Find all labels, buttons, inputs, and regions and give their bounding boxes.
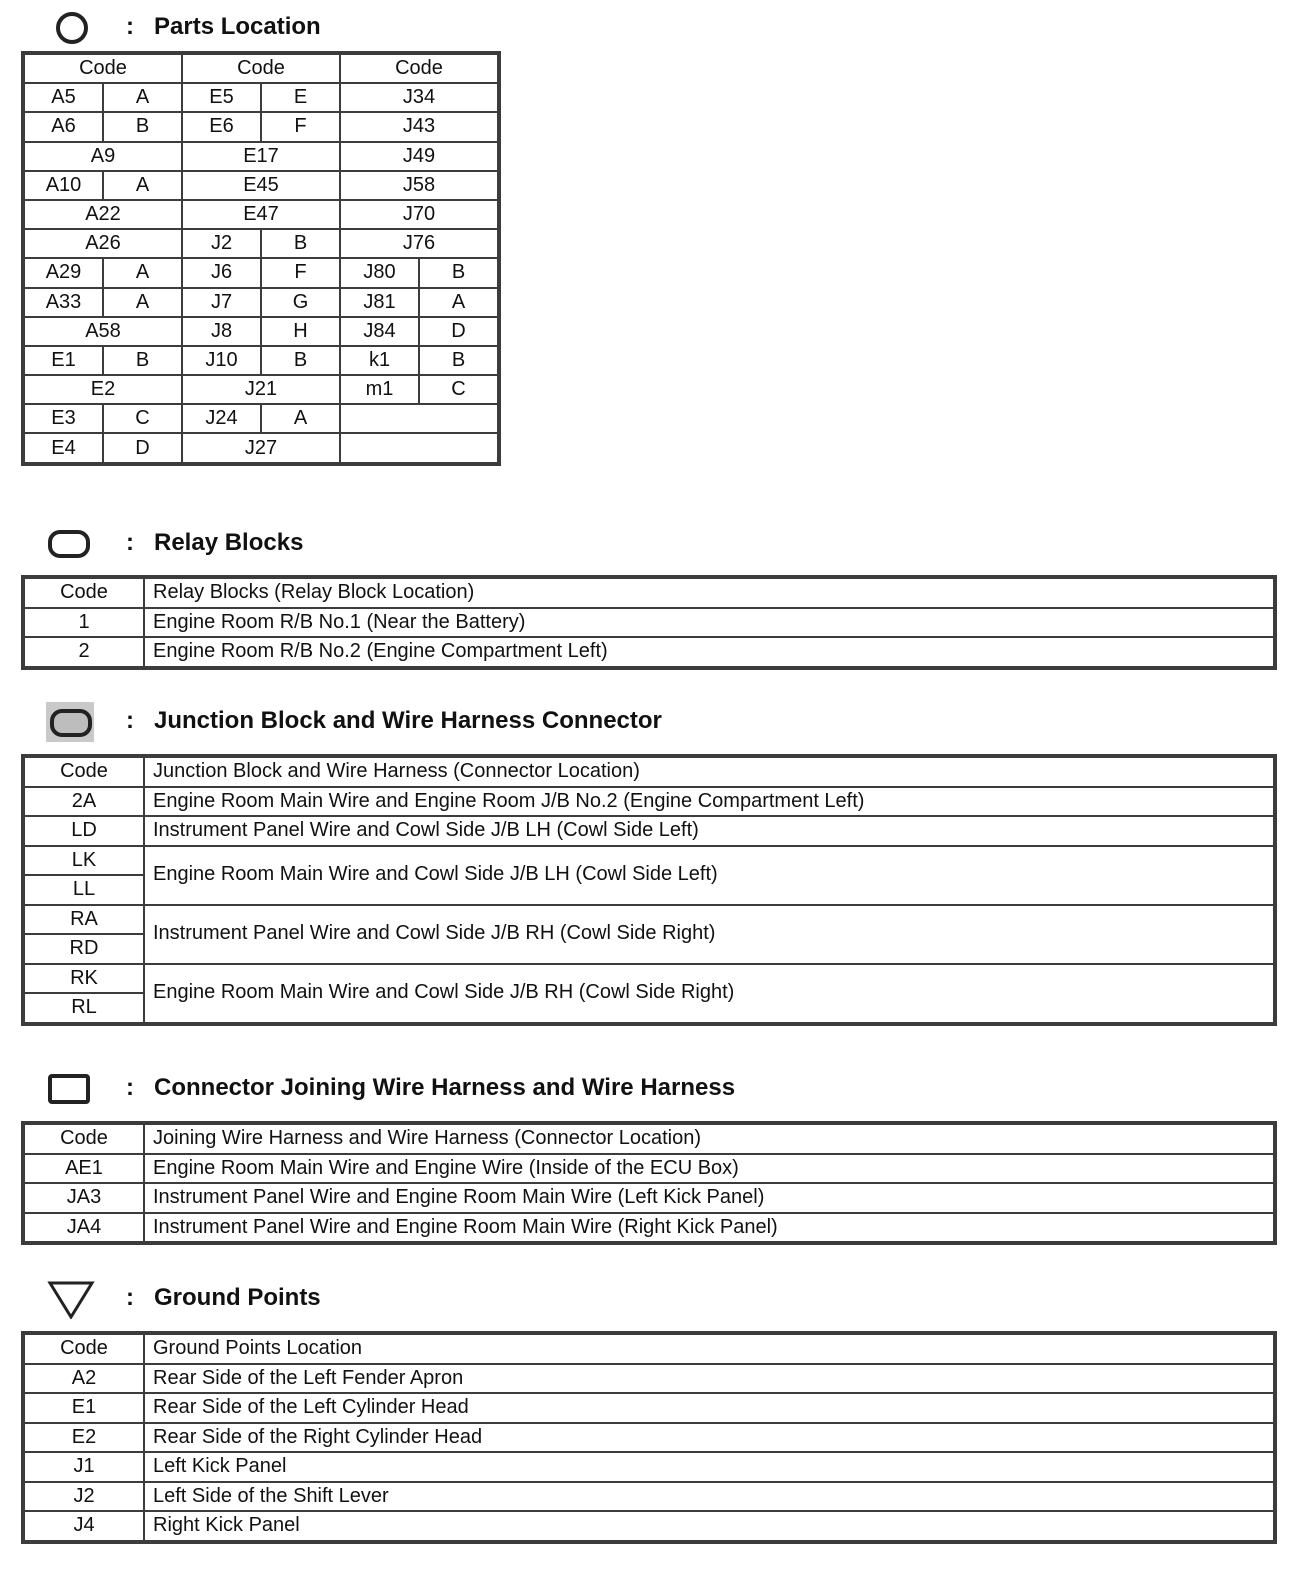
part-connector-cell: A	[261, 404, 340, 433]
code-column-header: Code	[24, 757, 144, 787]
table-header-row	[24, 578, 1274, 608]
code-cell: LL	[24, 875, 144, 905]
part-code-cell: E4	[24, 433, 103, 462]
part-code-cell: J81	[340, 288, 419, 317]
section-colon: :	[126, 1284, 134, 1311]
part-code-cell: E1	[24, 346, 103, 375]
part-connector-cell: B	[261, 346, 340, 375]
part-connector-cell: B	[419, 258, 498, 287]
section-title: Connector Joining Wire Harness and Wire Harness	[154, 1074, 736, 1101]
part-connector-cell: C	[419, 375, 498, 404]
table-row	[24, 816, 1274, 846]
table-row	[24, 1452, 1274, 1482]
code-cell: 2	[24, 637, 144, 667]
code-cell: JA3	[24, 1183, 144, 1213]
table-row	[24, 317, 498, 346]
part-code-cell: J2	[182, 229, 261, 258]
part-connector-cell: F	[261, 112, 340, 141]
code-cell: J4	[24, 1511, 144, 1541]
part-code-cell: J7	[182, 288, 261, 317]
part-code-cell: A10	[24, 171, 103, 200]
table-row	[24, 1423, 1274, 1453]
code-cell: LD	[24, 816, 144, 846]
part-connector-cell: A	[103, 83, 182, 112]
part-code-cell: A6	[24, 112, 103, 141]
part-code-cell: J70	[340, 200, 498, 229]
description-column-header: Ground Points Location	[144, 1334, 1274, 1364]
part-code-cell: J24	[182, 404, 261, 433]
description-column-header: Joining Wire Harness and Wire Harness (Connector Location)	[144, 1124, 1274, 1154]
rect-icon	[40, 1069, 96, 1109]
code-cell: LK	[24, 846, 144, 876]
column-header: Code	[182, 54, 340, 83]
part-connector-cell: E	[261, 83, 340, 112]
part-code-cell: k1	[340, 346, 419, 375]
code-column-header: Code	[24, 1124, 144, 1154]
table-row	[24, 83, 498, 112]
part-code-cell: A33	[24, 288, 103, 317]
parts-location-table	[23, 53, 499, 464]
part-connector-cell: A	[103, 258, 182, 287]
part-connector-cell: C	[103, 404, 182, 433]
part-code-cell: J34	[340, 83, 498, 112]
section-colon: :	[126, 1074, 134, 1101]
code-cell: A2	[24, 1364, 144, 1394]
table-row	[24, 637, 1274, 667]
table-header-row	[24, 1124, 1274, 1154]
part-code-cell: J84	[340, 317, 419, 346]
column-header: Code	[340, 54, 498, 83]
code-cell: 1	[24, 608, 144, 638]
location-description-cell: Engine Room Main Wire and Engine Wire (Inside of the ECU Box)	[144, 1154, 1274, 1184]
table-row	[24, 171, 498, 200]
part-connector-cell: A	[103, 171, 182, 200]
part-code-cell: E2	[24, 375, 182, 404]
table-row	[24, 1183, 1274, 1213]
triangle-down-icon	[40, 1279, 96, 1319]
table-row	[24, 787, 1274, 817]
table-row	[24, 404, 498, 433]
section-title: Ground Points	[154, 1284, 321, 1311]
code-column-header: Code	[24, 578, 144, 608]
ground-points-table	[23, 1333, 1275, 1542]
table-row	[24, 905, 1274, 935]
part-connector-cell: B	[103, 346, 182, 375]
part-code-cell: A26	[24, 229, 182, 258]
part-code-cell: m1	[340, 375, 419, 404]
table-row	[24, 229, 498, 258]
part-connector-cell: H	[261, 317, 340, 346]
location-description-cell: Engine Room R/B No.2 (Engine Compartment Left)	[144, 637, 1274, 667]
code-cell: AE1	[24, 1154, 144, 1184]
code-cell: RL	[24, 993, 144, 1023]
part-code-cell: E17	[182, 142, 340, 171]
relay-blocks-table	[23, 577, 1275, 668]
table-row	[24, 1482, 1274, 1512]
section-title: Parts Location	[154, 13, 321, 40]
table-row	[24, 112, 498, 141]
table-header-row	[24, 1334, 1274, 1364]
part-code-cell: E5	[182, 83, 261, 112]
part-connector-cell: B	[103, 112, 182, 141]
part-code-cell: E45	[182, 171, 340, 200]
section-colon: :	[126, 707, 134, 734]
part-code-cell: E47	[182, 200, 340, 229]
location-description-cell: Rear Side of the Right Cylinder Head	[144, 1423, 1274, 1453]
part-code-cell: J27	[182, 433, 340, 462]
connectors-table	[23, 1123, 1275, 1243]
part-code-cell: J80	[340, 258, 419, 287]
section-colon: :	[126, 529, 134, 556]
table-row	[24, 608, 1274, 638]
table-row	[24, 433, 498, 462]
code-cell: E2	[24, 1423, 144, 1453]
rounded-rect-icon	[40, 524, 96, 564]
location-description-cell: Rear Side of the Left Cylinder Head	[144, 1393, 1274, 1423]
part-code-cell: A58	[24, 317, 182, 346]
location-description-cell: Instrument Panel Wire and Engine Room Main Wire (Left Kick Panel)	[144, 1183, 1274, 1213]
description-column-header: Relay Blocks (Relay Block Location)	[144, 578, 1274, 608]
location-description-cell: Instrument Panel Wire and Engine Room Main Wire (Right Kick Panel)	[144, 1213, 1274, 1243]
table-row	[24, 1154, 1274, 1184]
location-description-cell: Left Kick Panel	[144, 1452, 1274, 1482]
location-description-cell: Engine Room Main Wire and Cowl Side J/B LH (Cowl Side Left)	[144, 846, 1274, 905]
table-row	[24, 1364, 1274, 1394]
code-cell: RA	[24, 905, 144, 935]
table-row	[24, 142, 498, 171]
table-row	[24, 1213, 1274, 1243]
code-cell: JA4	[24, 1213, 144, 1243]
part-connector-cell: F	[261, 258, 340, 287]
part-code-cell: J43	[340, 112, 498, 141]
part-code-cell: J8	[182, 317, 261, 346]
code-cell: 2A	[24, 787, 144, 817]
section-title: Relay Blocks	[154, 529, 304, 556]
part-code-cell: A9	[24, 142, 182, 171]
part-connector-cell: B	[419, 346, 498, 375]
code-cell: RD	[24, 934, 144, 964]
code-column-header: Code	[24, 1334, 144, 1364]
table-row	[24, 1511, 1274, 1541]
location-description-cell: Engine Room Main Wire and Engine Room J/B No.2 (Engine Compartment Left)	[144, 787, 1274, 817]
part-code-cell: E6	[182, 112, 261, 141]
part-connector-cell: D	[103, 433, 182, 462]
table-row	[24, 846, 1274, 876]
junction-block-table	[23, 756, 1275, 1024]
location-description-cell: Instrument Panel Wire and Cowl Side J/B RH (Cowl Side Right)	[144, 905, 1274, 964]
location-description-cell: Engine Room R/B No.1 (Near the Battery)	[144, 608, 1274, 638]
part-connector-cell: G	[261, 288, 340, 317]
part-connector-cell: D	[419, 317, 498, 346]
table-row	[24, 288, 498, 317]
section-title: Junction Block and Wire Harness Connector	[154, 707, 662, 734]
table-header-row	[24, 757, 1274, 787]
part-code-cell: A29	[24, 258, 103, 287]
table-row	[24, 258, 498, 287]
part-connector-cell: A	[419, 288, 498, 317]
part-code-cell: J10	[182, 346, 261, 375]
location-description-cell: Engine Room Main Wire and Cowl Side J/B RH (Cowl Side Right)	[144, 964, 1274, 1023]
table-row	[24, 964, 1274, 994]
part-code-cell	[340, 404, 498, 433]
shaded-rounded-rect-icon	[40, 702, 96, 742]
part-connector-cell: B	[261, 229, 340, 258]
location-description-cell: Right Kick Panel	[144, 1511, 1274, 1541]
table-row	[24, 200, 498, 229]
part-code-cell: A22	[24, 200, 182, 229]
part-code-cell	[340, 433, 498, 462]
part-code-cell: A5	[24, 83, 103, 112]
circle-icon	[40, 8, 96, 48]
code-cell: E1	[24, 1393, 144, 1423]
part-code-cell: J58	[340, 171, 498, 200]
part-code-cell: J49	[340, 142, 498, 171]
table-row	[24, 375, 498, 404]
section-colon: :	[126, 13, 134, 40]
table-header-row	[24, 54, 498, 83]
location-description-cell: Instrument Panel Wire and Cowl Side J/B LH (Cowl Side Left)	[144, 816, 1274, 846]
table-row	[24, 346, 498, 375]
code-cell: J1	[24, 1452, 144, 1482]
column-header: Code	[24, 54, 182, 83]
part-code-cell: J6	[182, 258, 261, 287]
part-connector-cell: A	[103, 288, 182, 317]
part-code-cell: E3	[24, 404, 103, 433]
location-description-cell: Left Side of the Shift Lever	[144, 1482, 1274, 1512]
code-cell: J2	[24, 1482, 144, 1512]
code-cell: RK	[24, 964, 144, 994]
description-column-header: Junction Block and Wire Harness (Connector Location)	[144, 757, 1274, 787]
part-code-cell: J21	[182, 375, 340, 404]
location-description-cell: Rear Side of the Left Fender Apron	[144, 1364, 1274, 1394]
part-code-cell: J76	[340, 229, 498, 258]
table-row	[24, 1393, 1274, 1423]
